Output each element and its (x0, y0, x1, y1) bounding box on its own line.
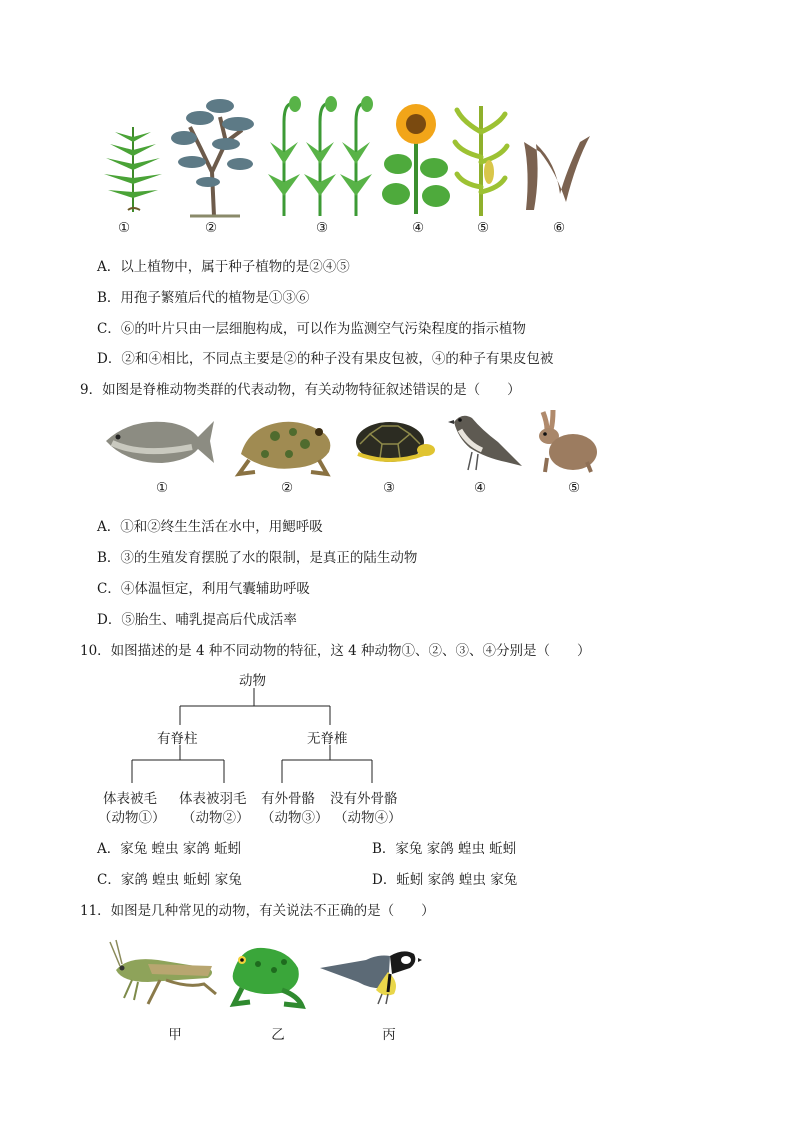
tree-leaf-4-id: （动物④） (334, 810, 402, 826)
q9-label-1: ① (155, 480, 169, 496)
q9-label-4: ④ (473, 480, 487, 496)
q8-label-1: ① (117, 220, 131, 236)
q8-label-5: ⑤ (476, 220, 490, 236)
q9-option-b: B．③的生殖发育摆脱了水的限制，是真正的陆生动物 (97, 550, 418, 566)
q11-label-bing: 丙 (382, 1027, 396, 1043)
q9-option-c: C．④体温恒定，利用气囊辅助呼吸 (97, 581, 310, 597)
q9-option-a: A．①和②终生生活在水中，用鳃呼吸 (97, 519, 323, 535)
q10-option-d: D．蚯蚓 家鸽 蝗虫 家兔 (372, 872, 518, 888)
tree-leaf-1-id: （动物①） (98, 810, 166, 826)
tree-leaf-4: 没有外骨骼 (330, 791, 398, 807)
q8-label-4: ④ (411, 220, 425, 236)
q11-stem: 11．如图是几种常见的动物，有关说法不正确的是（ ） (80, 903, 435, 919)
tree-node-vertebrate: 有脊柱 (157, 731, 198, 747)
q9-option-d: D．⑤胎生、哺乳提高后代成活率 (97, 612, 297, 628)
tree-leaf-2: 体表被羽毛 (179, 791, 247, 807)
q8-option-c: C．⑥的叶片只由一层细胞构成，可以作为监测空气污染程度的指示植物 (97, 321, 526, 337)
tree-leaf-2-id: （动物②） (182, 810, 250, 826)
q8-option-b: B．用孢子繁殖后代的植物是①③⑥ (97, 290, 310, 306)
tree-leaf-3-id: （动物③） (261, 810, 329, 826)
q8-option-d: D．②和④相比，不同点主要是②的种子没有果皮包被，④的种子有果皮包被 (97, 351, 554, 367)
q10-option-b: B．家兔 家鸽 蝗虫 蚯蚓 (372, 841, 517, 857)
q8-label-3: ③ (315, 220, 329, 236)
tree-node-invertebrate: 无脊椎 (307, 731, 348, 747)
green-frog-image (228, 940, 306, 1008)
q9-label-2: ② (280, 480, 294, 496)
q10-option-a: A．家兔 蝗虫 家鸽 蚯蚓 (97, 841, 242, 857)
q10-option-c: C．家鸽 蝗虫 蚯蚓 家兔 (97, 872, 242, 888)
q9-label-3: ③ (382, 480, 396, 496)
q8-label-6: ⑥ (552, 220, 566, 236)
tree-leaf-1: 体表被毛 (103, 791, 157, 807)
q10-stem: 10．如图描述的是 4 种不同动物的特征，这 4 种动物①、②、③、④分别是（ ） (80, 643, 591, 659)
tit-bird-image (318, 938, 422, 1004)
q9-label-5: ⑤ (567, 480, 581, 496)
tree-root: 动物 (239, 673, 266, 689)
q9-stem: 9．如图是脊椎动物类群的代表动物，有关动物特征叙述错误的是（ ） (80, 382, 521, 398)
q8-option-a: A．以上植物中，属于种子植物的是②④⑤ (97, 259, 350, 275)
tree-leaf-3: 有外骨骼 (261, 791, 315, 807)
q11-label-jia: 甲 (168, 1027, 182, 1043)
grasshopper-image (108, 938, 220, 1008)
q8-label-2: ② (204, 220, 218, 236)
q11-label-yi: 乙 (271, 1027, 285, 1043)
